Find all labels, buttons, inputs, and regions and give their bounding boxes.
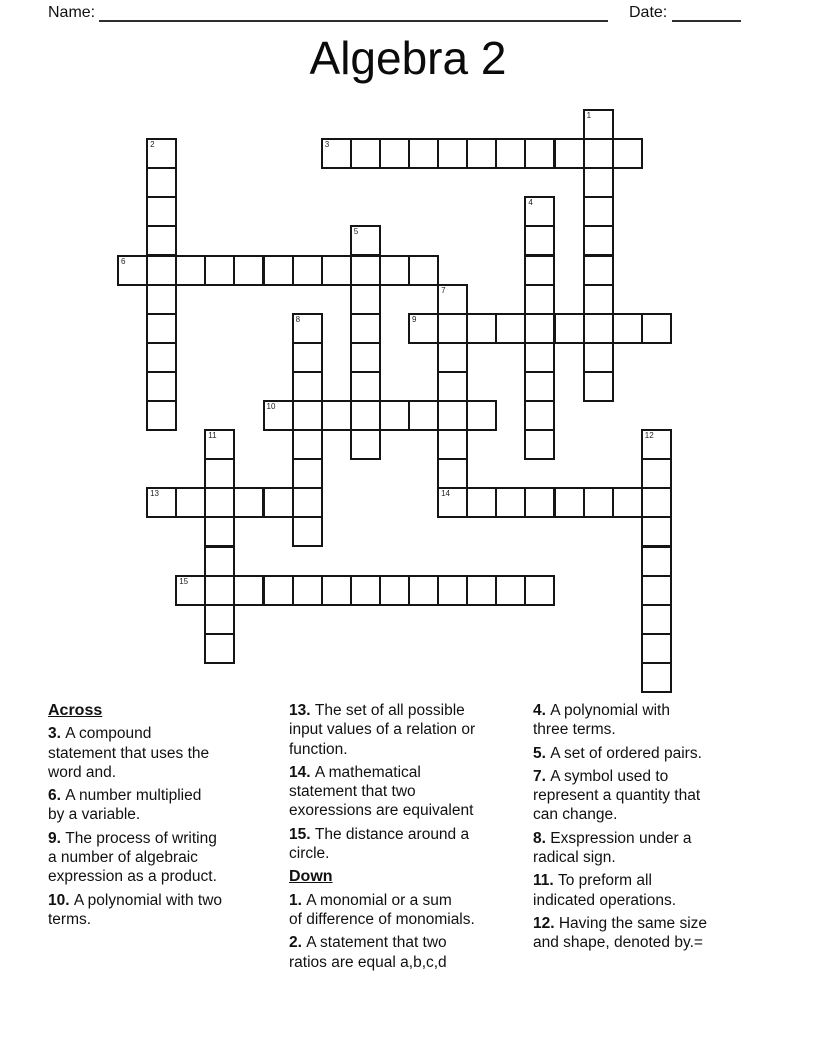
- clue-text-line: Having the same size: [558, 914, 708, 932]
- crossword-cell[interactable]: [350, 225, 381, 256]
- clue-text-line: circle.: [289, 845, 330, 863]
- clue-text-line: input values of a relation or: [289, 721, 476, 739]
- crossword-cell[interactable]: [146, 284, 177, 315]
- crossword-cell[interactable]: [583, 255, 614, 286]
- crossword-cell[interactable]: [146, 196, 177, 227]
- crossword-cell[interactable]: [524, 429, 555, 460]
- crossword-cell[interactable]: [292, 400, 323, 431]
- crossword-cell[interactable]: [437, 458, 468, 489]
- clue-text-line: A polynomial with: [550, 702, 670, 719]
- clue-3: [48, 724, 286, 782]
- crossword-cell[interactable]: [379, 138, 410, 169]
- clue-text-line: function.: [289, 740, 348, 758]
- crossword-cell[interactable]: [524, 575, 555, 606]
- crossword-cell[interactable]: [292, 575, 323, 606]
- grid-clue-number: 10: [266, 402, 276, 411]
- grid-clue-number: 7: [441, 285, 446, 295]
- crossword-cell[interactable]: [524, 342, 555, 373]
- grid-clue-number: 3: [324, 140, 330, 150]
- crossword-cell[interactable]: [466, 313, 497, 344]
- clue-text-line: ratios are equal a,b,c,d: [289, 953, 447, 971]
- crossword-cell[interactable]: [350, 429, 381, 460]
- across-heading: Across: [48, 702, 103, 719]
- crossword-cell[interactable]: [641, 313, 672, 344]
- crossword-cell[interactable]: [583, 342, 614, 373]
- clue-text-line: three terms.: [533, 721, 616, 739]
- crossword-cell[interactable]: [437, 371, 468, 402]
- clue-text-line: statement that uses the: [48, 744, 210, 762]
- crossword-cell[interactable]: [146, 167, 177, 198]
- clue-14: [289, 763, 535, 821]
- clue-number-label: 4.: [533, 702, 551, 719]
- crossword-cell[interactable]: [350, 575, 381, 606]
- clue-number-label: 11.: [533, 872, 558, 890]
- crossword-cell[interactable]: [524, 487, 555, 518]
- crossword-cell[interactable]: [583, 313, 614, 344]
- crossword-cell[interactable]: [408, 313, 439, 344]
- grid-clue-number: 4: [528, 198, 533, 208]
- crossword-cell[interactable]: [350, 284, 381, 315]
- crossword-cell[interactable]: [263, 400, 294, 431]
- crossword-cell[interactable]: [146, 342, 177, 373]
- crossword-cell[interactable]: [495, 487, 526, 518]
- crossword-cell[interactable]: [641, 487, 672, 518]
- grid-clue-number: 2: [150, 140, 155, 150]
- crossword-cell[interactable]: [641, 662, 672, 693]
- crossword-cell[interactable]: [524, 284, 555, 315]
- crossword-cell[interactable]: [524, 371, 555, 402]
- crossword-cell[interactable]: [583, 225, 614, 256]
- grid-clue-number: 11: [208, 431, 217, 441]
- crossword-cell[interactable]: [437, 138, 468, 169]
- crossword-cell[interactable]: [583, 371, 614, 402]
- crossword-cell[interactable]: [583, 487, 614, 518]
- clue-text-line: statement that two: [289, 783, 416, 801]
- clue-text-line: indicated operations.: [533, 891, 677, 909]
- crossword-cell[interactable]: [379, 575, 410, 606]
- clue-number-label: 7.: [533, 767, 551, 785]
- crossword-cell[interactable]: [350, 138, 381, 169]
- crossword-cell[interactable]: [641, 604, 672, 635]
- crossword-cell[interactable]: [641, 546, 672, 577]
- crossword-cell[interactable]: [495, 138, 526, 169]
- clue-text-line: A symbol used to: [550, 767, 669, 785]
- crossword-cell[interactable]: [321, 138, 352, 169]
- crossword-cell[interactable]: [495, 313, 526, 344]
- crossword-cell[interactable]: [146, 487, 177, 518]
- clue-number-label: 2.: [289, 934, 307, 952]
- clue-text-line: A compound: [65, 725, 152, 743]
- crossword-cell[interactable]: [641, 458, 672, 489]
- clue-text-line: Exspression under a: [550, 829, 692, 847]
- grid-clue-number: 5: [353, 227, 359, 237]
- crossword-cell[interactable]: [204, 575, 235, 606]
- crossword-cell[interactable]: [524, 400, 555, 431]
- clue-text-line: A polynomial with two: [73, 891, 223, 909]
- crossword-cell[interactable]: [612, 313, 643, 344]
- crossword-cell[interactable]: [524, 313, 555, 344]
- down-heading: Down: [289, 868, 333, 886]
- clue-text-line: A set of ordered pairs.: [550, 744, 702, 762]
- clue-text-line: by a variable.: [48, 806, 141, 824]
- clue-number-label: 9.: [48, 829, 66, 847]
- clue-10: [48, 891, 286, 930]
- page-title: Algebra 2: [309, 32, 507, 84]
- crossword-cell[interactable]: [408, 138, 439, 169]
- grid-clue-number: 14: [441, 489, 450, 499]
- crossword-cell[interactable]: [263, 255, 294, 286]
- clues-column-across: [48, 701, 286, 933]
- clue-7: [533, 767, 775, 825]
- clue-number-label: 14.: [289, 763, 315, 781]
- clue-text-line: A statement that two: [306, 934, 447, 952]
- crossword-cell[interactable]: [437, 342, 468, 373]
- crossword-cell[interactable]: [583, 167, 614, 198]
- crossword-cell[interactable]: [117, 255, 148, 286]
- crossword-cell[interactable]: [204, 604, 235, 635]
- clue-text-line: represent a quantity that: [533, 787, 701, 805]
- clue-text-line: expression as a product.: [48, 868, 217, 886]
- crossword-cell[interactable]: [292, 487, 323, 518]
- crossword-cell[interactable]: [437, 400, 468, 431]
- crossword-cell[interactable]: [583, 196, 614, 227]
- clue-number-label: 15.: [289, 825, 315, 843]
- clue-5: [533, 744, 775, 763]
- clue-number-label: 5.: [533, 744, 551, 762]
- clue-9: [48, 829, 286, 887]
- crossword-cell[interactable]: [204, 516, 235, 547]
- crossword-cell[interactable]: [321, 400, 352, 431]
- grid-clue-number: 13: [150, 489, 159, 499]
- clue-15: [289, 825, 535, 864]
- crossword-cell[interactable]: [146, 313, 177, 344]
- date-label: Date:: [629, 4, 668, 21]
- crossword-cell[interactable]: [437, 487, 468, 518]
- crossword-cell[interactable]: [204, 429, 235, 460]
- crossword-cell[interactable]: [146, 138, 177, 169]
- crossword-cell[interactable]: [263, 575, 294, 606]
- crossword-cell[interactable]: [495, 575, 526, 606]
- crossword-cell[interactable]: [641, 516, 672, 547]
- clue-8: [533, 829, 775, 868]
- clue-number-label: 8.: [533, 829, 551, 847]
- crossword-cell[interactable]: [350, 342, 381, 373]
- crossword-cell[interactable]: [350, 400, 381, 431]
- crossword-cell[interactable]: [554, 487, 585, 518]
- crossword-cell[interactable]: [204, 458, 235, 489]
- crossword-cell[interactable]: [350, 313, 381, 344]
- clue-number-label: 10.: [48, 891, 74, 909]
- crossword-cell[interactable]: [466, 575, 497, 606]
- crossword-cell[interactable]: [146, 255, 177, 286]
- clue-text-line: radical sign.: [533, 849, 616, 867]
- crossword-cell[interactable]: [408, 575, 439, 606]
- crossword-cell[interactable]: [612, 138, 643, 169]
- clue-6: [48, 786, 286, 825]
- crossword-cell[interactable]: [292, 458, 323, 489]
- clue-text-line: terms.: [48, 910, 92, 928]
- crossword-cell[interactable]: [292, 516, 323, 547]
- clue-text-line: of difference of monomials.: [289, 910, 475, 928]
- crossword-cell[interactable]: [554, 313, 585, 344]
- crossword-cell[interactable]: [437, 313, 468, 344]
- clue-text-line: a number of algebraic: [48, 849, 198, 867]
- crossword-cell[interactable]: [204, 255, 235, 286]
- grid-clue-number: 15: [179, 576, 189, 586]
- crossword-cell[interactable]: [263, 487, 294, 518]
- clue-text-line: A monomial or a sum: [306, 891, 452, 909]
- clue-text-line: A mathematical: [314, 763, 421, 781]
- clue-number-label: 1.: [289, 891, 307, 909]
- crossword-cell[interactable]: [204, 633, 235, 664]
- crossword-cell[interactable]: [583, 284, 614, 315]
- name-label: Name:: [48, 4, 96, 21]
- clue-12: [533, 914, 775, 953]
- crossword-cell[interactable]: [292, 371, 323, 402]
- clue-number-label: 13.: [289, 702, 315, 719]
- clue-text-line: word and.: [48, 763, 117, 781]
- clue-number-label: 6.: [48, 787, 66, 805]
- grid-clue-number: 12: [644, 431, 654, 441]
- clues-column-down: [533, 701, 775, 957]
- crossword-cell[interactable]: [233, 575, 264, 606]
- crossword-cell[interactable]: [233, 487, 264, 518]
- clue-11: [533, 871, 775, 910]
- crossword-cell[interactable]: [175, 575, 206, 606]
- crossword-cell[interactable]: [350, 371, 381, 402]
- clue-text-line: The process of writing: [65, 829, 217, 847]
- crossword-cell[interactable]: [321, 255, 352, 286]
- crossword-cell[interactable]: [641, 429, 672, 460]
- grid-clue-number: 1: [586, 111, 592, 120]
- clue-1: [289, 891, 535, 930]
- crossword-cell[interactable]: [175, 255, 206, 286]
- clue-text-line: A number multiplied: [65, 787, 202, 805]
- crossword-cell[interactable]: [204, 546, 235, 577]
- clue-4: [533, 701, 775, 740]
- grid-clue-number: 8: [295, 314, 301, 324]
- crossword-cell[interactable]: [641, 575, 672, 606]
- crossword-cell[interactable]: [292, 255, 323, 286]
- clue-text-line: can change.: [533, 806, 618, 824]
- clue-text-line: To preform all: [558, 872, 652, 890]
- crossword-cell[interactable]: [641, 633, 672, 664]
- crossword-cell[interactable]: [524, 196, 555, 227]
- crossword-cell[interactable]: [554, 138, 585, 169]
- clue-number-label: 3.: [48, 725, 66, 743]
- crossword-cell[interactable]: [321, 575, 352, 606]
- crossword-cell[interactable]: [437, 284, 468, 315]
- grid-clue-number: 9: [412, 314, 417, 324]
- crossword-cell[interactable]: [466, 400, 497, 431]
- clue-number-label: 12.: [533, 914, 559, 932]
- crossword-cell[interactable]: [466, 138, 497, 169]
- crossword-cell[interactable]: [233, 255, 264, 286]
- crossword-cell[interactable]: [350, 255, 381, 286]
- crossword-cell[interactable]: [437, 575, 468, 606]
- crossword-cell[interactable]: [466, 487, 497, 518]
- crossword-cell[interactable]: [146, 225, 177, 256]
- crossword-cell[interactable]: [175, 487, 206, 518]
- crossword-cell[interactable]: [146, 400, 177, 431]
- crossword-cell[interactable]: [524, 225, 555, 256]
- crossword-cell[interactable]: [524, 255, 555, 286]
- clue-text-line: exoressions are equivalent: [289, 802, 474, 820]
- clues-column-middle: [289, 701, 535, 976]
- crossword-cell[interactable]: [437, 429, 468, 460]
- crossword-cell[interactable]: [292, 313, 323, 344]
- crossword-cell[interactable]: [204, 487, 235, 518]
- grid-clue-number: 6: [121, 256, 126, 266]
- clue-text-line: The set of all possible: [314, 702, 465, 719]
- crossword-cell[interactable]: [379, 255, 410, 286]
- clue-text-line: and shape, denoted by.=: [533, 934, 703, 952]
- clue-2: [289, 933, 535, 972]
- crossword-cell[interactable]: [146, 371, 177, 402]
- clue-13: [289, 701, 535, 759]
- crossword-cell[interactable]: [408, 400, 439, 431]
- crossword-cell[interactable]: [408, 255, 439, 286]
- crossword-cell[interactable]: [379, 400, 410, 431]
- crossword-cell[interactable]: [292, 342, 323, 373]
- crossword-cell[interactable]: [612, 487, 643, 518]
- clue-text-line: The distance around a: [314, 825, 470, 843]
- crossword-cell[interactable]: [583, 109, 614, 140]
- crossword-cell[interactable]: [583, 138, 614, 169]
- crossword-cell[interactable]: [292, 429, 323, 460]
- crossword-cell[interactable]: [524, 138, 555, 169]
